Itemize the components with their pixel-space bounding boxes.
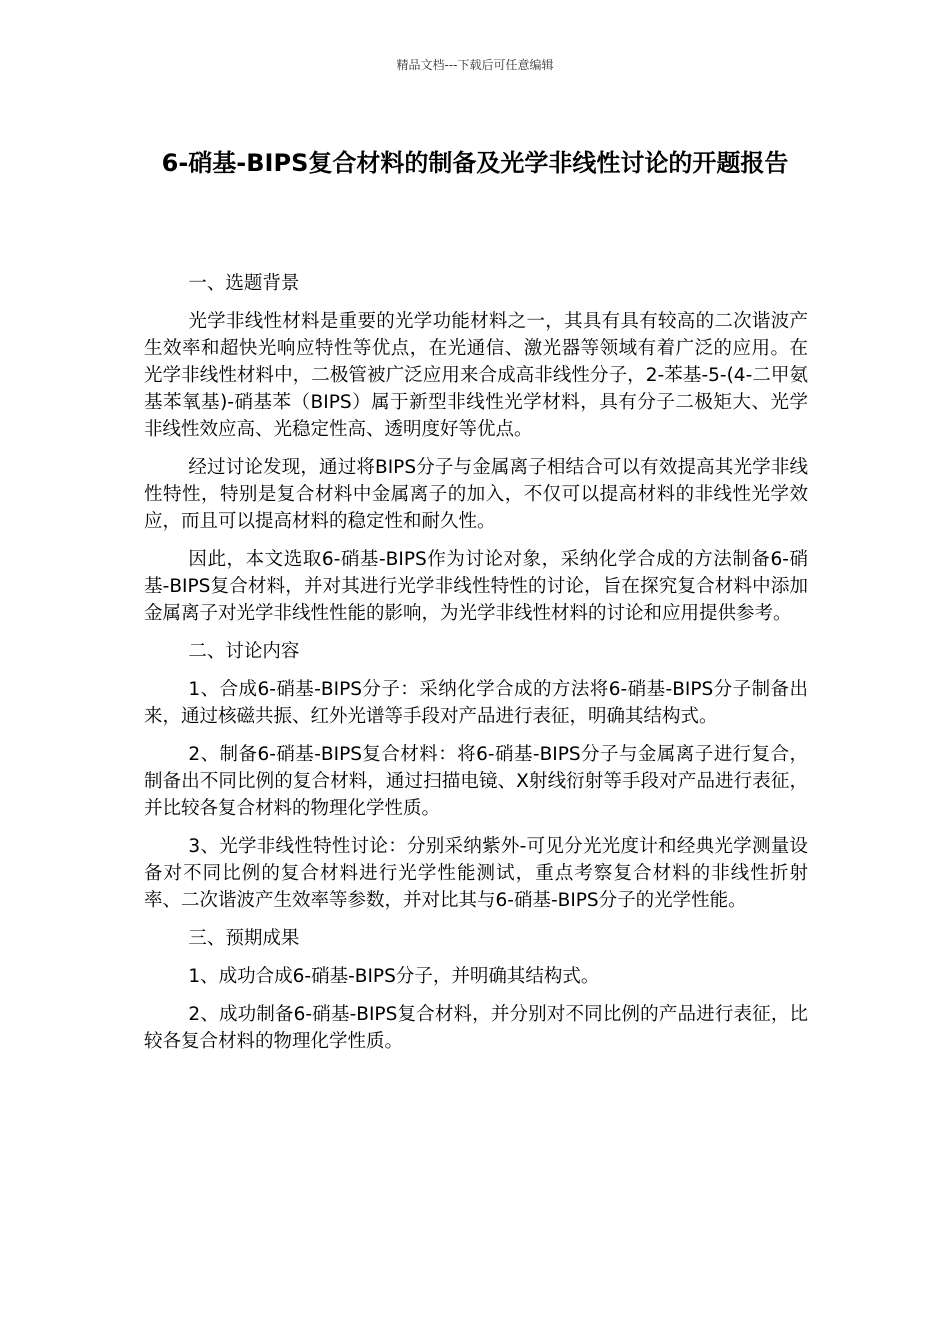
list-item: 1、合成6-硝基-BIPS分子：采纳化学合成的方法将6-硝基-BIPS分子制备出来，通过核磁共振、红外光谱等手段对产品进行表征，明确其结构式。: [144, 679, 808, 727]
document-title: 6-硝基-BIPS复合材料的制备及光学非线性讨论的开题报告: [161, 149, 789, 177]
section-heading-background: 一、选题背景: [188, 273, 300, 294]
section-heading-research-content: 二、讨论内容: [188, 641, 300, 662]
paragraph: 经过讨论发现，通过将BIPS分子与金属离子相结合可以有效提高其光学非线性特性，特别是复合材料中金属离子的加入，不仅可以提高材料的非线性光学效应，而且可以提高材料的稳定性和耐久性。: [144, 457, 808, 532]
paragraph: 光学非线性材料是重要的光学功能材料之一，其具有具有较高的二次谐波产生效率和超快光响应特性等优点，在光通信、激光器等领域有着广泛的应用。在光学非线性材料中，二极管被广泛应用来合成高非线性分子，2-苯基-5-(4-二甲氨基苯氧基)-硝基苯（BIPS）属于新型非线性光学材料，具有分子二极矩大、光学非线性效应高、光稳定性高、透明度好等优点。: [144, 311, 808, 440]
document-body: [144, 270, 808, 1066]
list-item: 3、光学非线性特性讨论：分别采纳紫外-可见分光光度计和经典光学测量设备对不同比例的复合材料进行光学性能测试，重点考察复合材料的非线性折射率、二次谐波产生效率等参数，并对比其与6-硝基-BIPS分子的光学性能。: [144, 836, 808, 911]
paragraph: 因此，本文选取6-硝基-BIPS作为讨论对象，采纳化学合成的方法制备6-硝基-BIPS复合材料，并对其进行光学非线性特性的讨论，旨在探究复合材料中添加金属离子对光学非线性性能的影响，为光学非线性材料的讨论和应用提供参考。: [144, 549, 808, 624]
list-item: 1、成功合成6-硝基-BIPS分子，并明确其结构式。: [188, 966, 600, 987]
list-item: 2、制备6-硝基-BIPS复合材料：将6-硝基-BIPS分子与金属离子进行复合，制备出不同比例的复合材料，通过扫描电镜、X射线衍射等手段对产品进行表征，并比较各复合材料的物理化学性质。: [144, 744, 808, 819]
section-heading-expected-results: 三、预期成果: [188, 928, 300, 949]
header-note: 精品文档---下载后可任意编辑: [396, 58, 554, 72]
list-item: 2、成功制备6-硝基-BIPS复合材料，并分别对不同比例的产品进行表征，比较各复合材料的物理化学性质。: [144, 1004, 808, 1052]
